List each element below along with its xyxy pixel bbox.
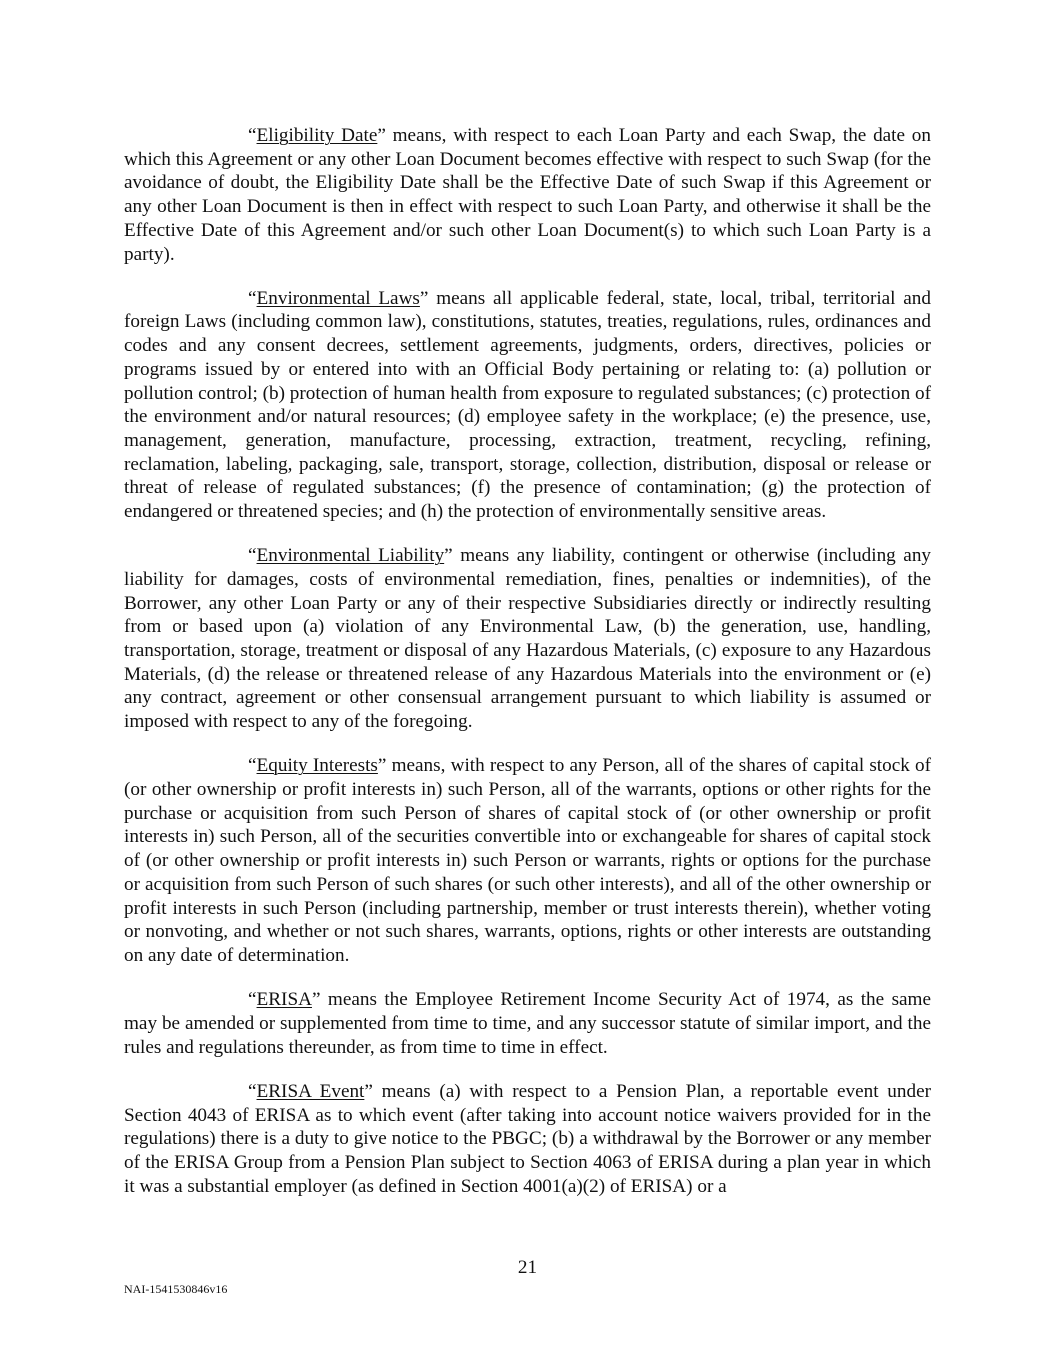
open-quote: “ — [248, 287, 257, 309]
definition-text: ” means, with respect to any Person, all of the shares of capital stock of (or other ownership or profit interests in) such Person, all of the warrants, options or other rights for the purchase or acquisition from such Person of shares of capital stock of (or other ownership or profit interests in) such Person, all of the securities convertible into or exchangeable for shares of capital stock of (or other ownership or profit interests in) such Person or warrants, rights or options for the purchase or acquisition from such Person of such shares (or such other interests), and all of the other ownership or profit interests in such Person (including partnership, member or trust interests therein), whether voting or nonvoting, and whether or not such shares, warrants, options, rights or other interests are outstanding on any date of determination. — [124, 755, 932, 966]
defined-term: ERISA Event — [256, 1080, 365, 1102]
definition-eligibility-date — [124, 124, 931, 266]
definition-text: ” means any liability, contingent or otherwise (including any liability for damages, costs of environmental remediation, fines, penalties or indemnities), of the Borrower, any other Loan Party or any of their respective Subsidiaries directly or indirectly resulting from or based upon (a) violation of any Environmental Law, (b) the generation, use, handling, transportation, storage, treatment or disposal of any Hazardous Materials, (c) exposure to any Hazardous Materials, (d) the release or threatened release of any Hazardous Materials into the environment or (e) any contract, agreement or other consensual arrangement pursuant to which liability is assumed or imposed with respect to any of the foregoing. — [124, 545, 932, 733]
definition-equity-interests — [124, 754, 931, 967]
defined-term: Equity Interests — [256, 755, 378, 777]
definition-text: ” means, with respect to each Loan Party and each Swap, the date on which this Agreement or any other Loan Document becomes effective with respect to such Swap (for the avoidance of doubt, the Eligibility Date shall be the Effective Date of such Swap if this Agreement or any other Loan Document is then in effect with respect to such Loan Party, and otherwise it shall be the Effective Date of this Agreement and/or such other Loan Document(s) to which such Loan Party is a party). — [124, 125, 931, 265]
open-quote: “ — [248, 1080, 257, 1102]
defined-term: Environmental Laws — [256, 287, 420, 309]
open-quote: “ — [248, 125, 257, 146]
defined-term: Eligibility Date — [256, 125, 378, 146]
defined-term: ERISA — [256, 989, 312, 1011]
definition-text: ” means all applicable federal, state, local, tribal, territorial and foreign Laws (including common law), constitutions, statutes, treaties, regulations, rules, ordinances and codes and any consent decrees, settlement agreements, judgments, orders, directives, policies or programs issued by or entered into with an Official Body pertaining or relating to: (a) pollution or pollution control; (b) protection of human health from exposure to regulated substances; (c) protection of the environment and/or natural resources; (d) employee safety in the workplace; (e) the presence, use, management, generation, manufacture, processing, extraction, treatment, recycling, refining, reclamation, labeling, packaging, sale, transport, storage, collection, distribution, disposal or release or threat of release of regulated substances; (f) the presence of contamination; (g) the protection of endangered or threatened species; and (h) the protection of environmentally sensitive areas. — [124, 287, 931, 523]
definition-text: ” means the Employee Retirement Income Security Act of 1974, as the same may be amended or supplemented from time to time, and any successor statute of similar import, and the rules and regulations thereunder, as from time to time in effect. — [124, 989, 931, 1058]
defined-term: Environmental Liability — [256, 545, 445, 567]
definitions-body — [124, 124, 931, 1219]
definition-environmental-liability — [124, 544, 931, 734]
document-id: NAI-1541530846v16 — [124, 1282, 228, 1296]
open-quote: “ — [248, 989, 257, 1011]
open-quote: “ — [248, 755, 257, 777]
open-quote: “ — [248, 545, 257, 567]
definition-erisa-event — [124, 1080, 931, 1199]
definition-erisa — [124, 988, 931, 1059]
page-number: 21 — [517, 1257, 538, 1278]
definition-text: ” means (a) with respect to a Pension Plan, a reportable event under Section 4043 of ERISA as to which event (after taking into account notice waivers provided for in the regulations) there is a duty to give notice to the PBGC; (b) a withdrawal by the Borrower or any member of the ERISA Group from a Pension Plan subject to Section 4063 of ERISA during a plan year in which it was a substantial employer (as defined in Section 4001(a)(2) of ERISA) or a — [124, 1080, 931, 1197]
definition-environmental-laws — [124, 287, 931, 524]
